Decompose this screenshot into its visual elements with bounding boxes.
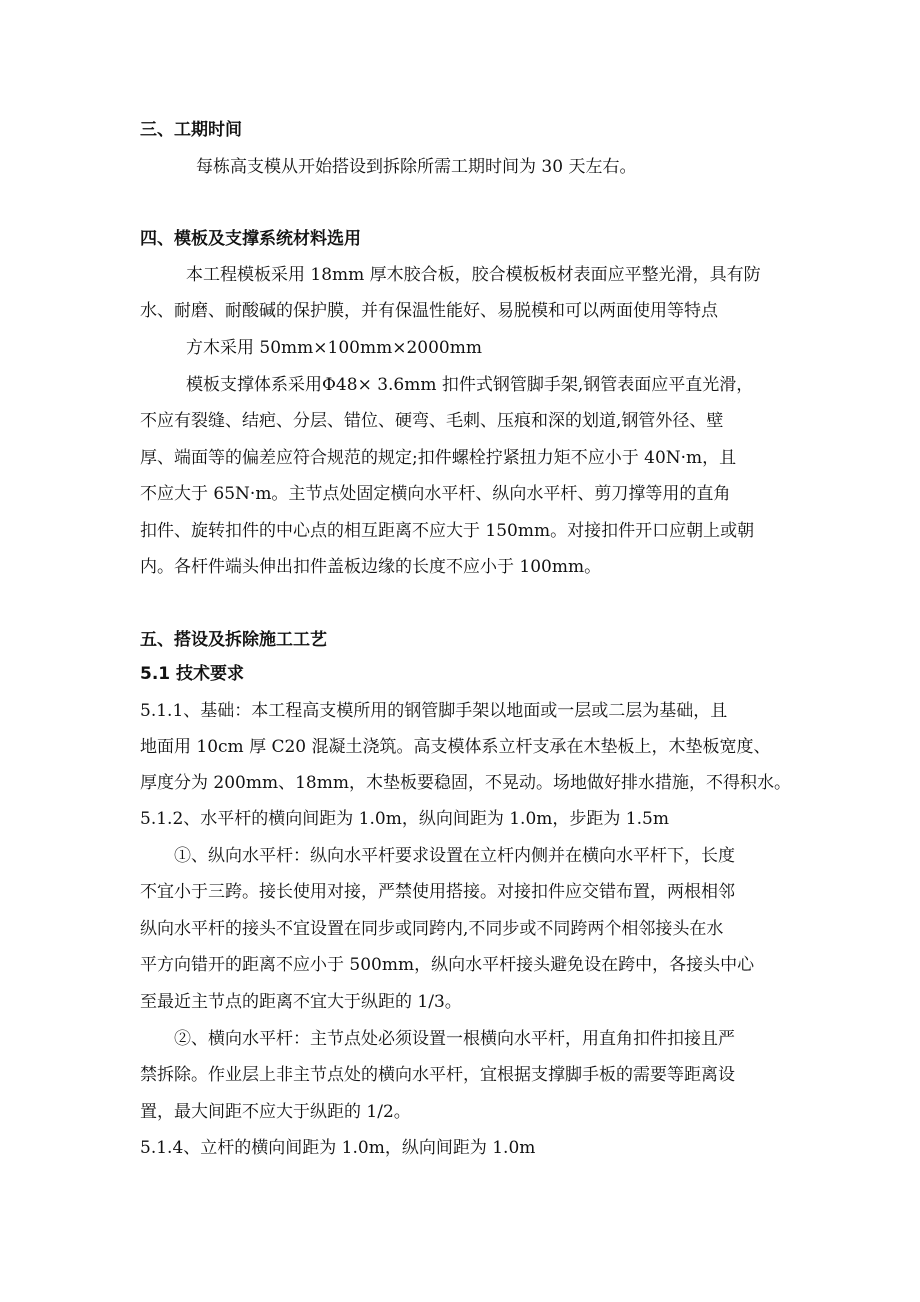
paragraph-line: 内。各杆件端头伸出扣件盖板边缘的长度不应小于 100mm。 <box>140 557 602 577</box>
paragraph-line: 平方向错开的距离不应小于 500mm，纵向水平杆接头避免设在跨中，各接头中心 <box>140 955 755 975</box>
paragraph-line: 5.1.1、基础：本工程高支模所用的钢管脚手架以地面或一层或二层为基础，且 <box>140 701 728 721</box>
paragraph-line: 厚、端面等的偏差应符合规范的规定;扣件螺栓拧紧扭力矩不应小于 40N·m，且 <box>140 448 737 468</box>
paragraph-line: 地面用 10cm 厚 C20 混凝土浇筑。高支模体系立杆支承在木垫板上，木垫板宽度、 <box>140 737 771 757</box>
section-heading-process: 五、搭设及拆除施工工艺 <box>140 630 327 650</box>
paragraph-line: ①、纵向水平杆：纵向水平杆要求设置在立杆内侧并在横向水平杆下，长度 <box>174 846 735 866</box>
paragraph-line: 方木采用 50mm×100mm×2000mm <box>186 338 482 358</box>
paragraph-line: 禁拆除。作业层上非主节点处的横向水平杆，宜根据支撑脚手板的需要等距离设 <box>140 1065 735 1085</box>
paragraph-line: 水、耐磨、耐酸碱的保护膜，并有保温性能好、易脱模和可以两面使用等特点 <box>140 301 718 321</box>
paragraph-line: 不应有裂缝、结疤、分层、错位、硬弯、毛刺、压痕和深的划道,钢管外径、壁 <box>140 411 724 431</box>
paragraph: 每栋高支模从开始搭设到拆除所需工期时间为 30 天左右。 <box>196 157 637 177</box>
paragraph-line: 不宜小于三跨。接长使用对接，严禁使用搭接。对接扣件应交错布置，两根相邻 <box>140 882 735 902</box>
paragraph-line: 至最近主节点的距离不宜大于纵距的 1/3。 <box>140 992 462 1012</box>
paragraph-line: 置，最大间距不应大于纵距的 1/2。 <box>140 1102 411 1122</box>
section-heading-materials: 四、模板及支撑系统材料选用 <box>140 229 361 249</box>
paragraph-line: 扣件、旋转扣件的中心点的相互距离不应大于 150mm。对接扣件开口应朝上或朝 <box>140 521 755 541</box>
paragraph-line: 模板支撑体系采用Φ48× 3.6mm 扣件式钢管脚手架,钢管表面应平直光滑， <box>186 375 754 395</box>
paragraph-line: ②、横向水平杆：主节点处必须设置一根横向水平杆，用直角扣件扣接且严 <box>174 1029 735 1049</box>
paragraph-line: 5.1.2、水平杆的横向间距为 1.0m，纵向间距为 1.0m，步距为 1.5m <box>140 809 669 829</box>
paragraph-line: 不应大于 65N·m。主节点处固定横向水平杆、纵向水平杆、剪刀撑等用的直角 <box>140 484 731 504</box>
paragraph-line: 纵向水平杆的接头不宜设置在同步或同跨内,不同步或不同跨两个相邻接头在水 <box>140 919 724 939</box>
paragraph-line: 5.1.4、立杆的横向间距为 1.0m，纵向间距为 1.0m <box>140 1138 536 1158</box>
paragraph-line: 本工程模板采用 18mm 厚木胶合板，胶合模板板材表面应平整光滑，具有防 <box>186 265 761 285</box>
section-heading-schedule: 三、工期时间 <box>140 120 242 140</box>
subsection-heading: 5.1 技术要求 <box>140 664 245 684</box>
paragraph-line: 厚度分为 200mm、18mm，木垫板要稳固，不晃动。场地做好排水措施，不得积水。 <box>140 773 791 793</box>
